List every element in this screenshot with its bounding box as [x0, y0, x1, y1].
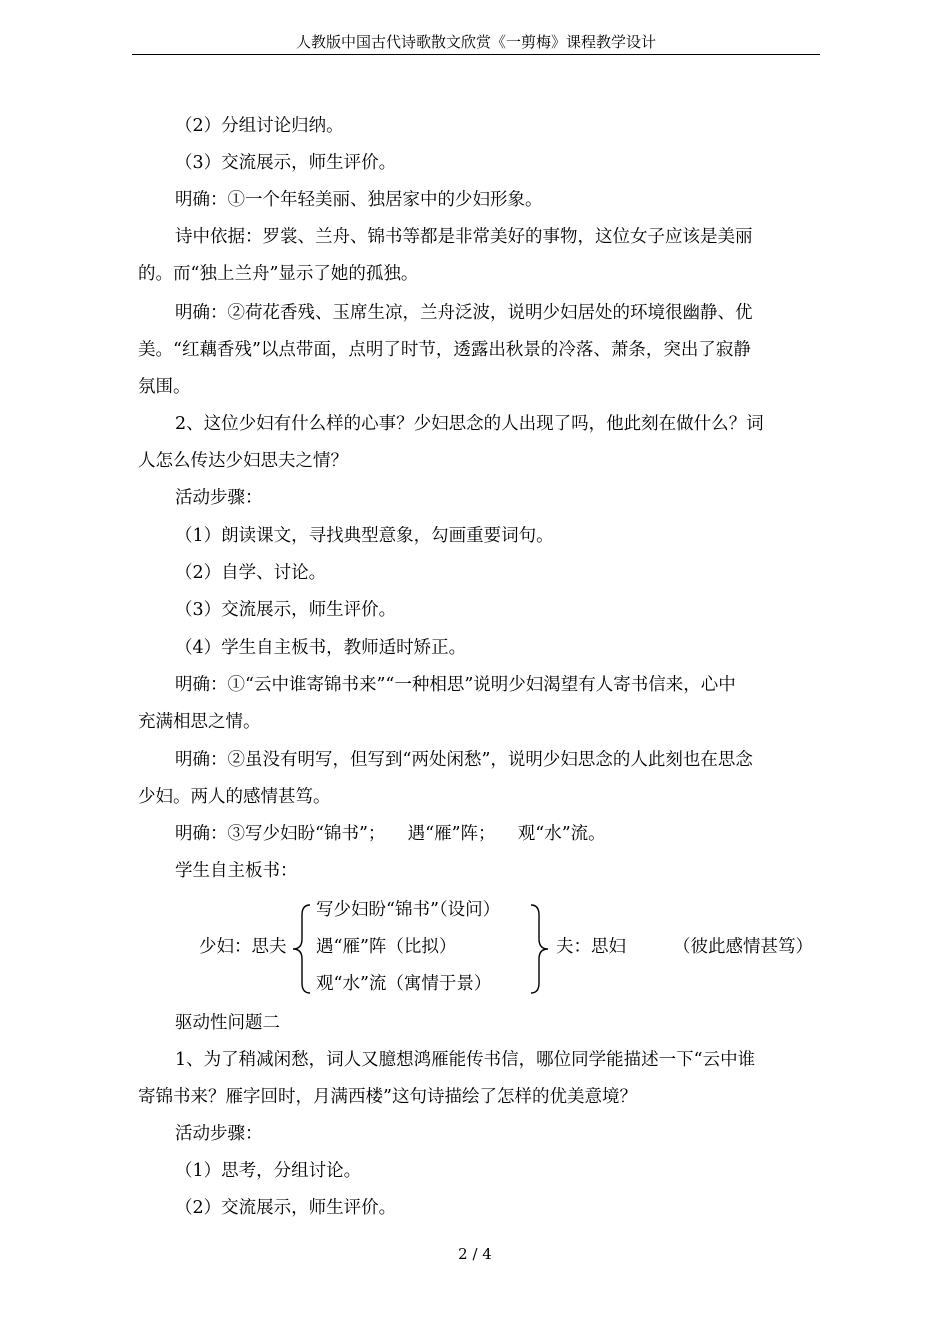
page-number: 2 / 4 [458, 1245, 492, 1263]
text-line: （2）交流展示，师生评价。 [175, 1198, 397, 1218]
text-line: 的。而“独上兰舟”显示了她的孤独。 [138, 264, 419, 284]
text-line: （3）交流展示，师生评价。 [175, 153, 397, 173]
text-line: （2）分组讨论归纳。 [175, 116, 344, 136]
right-brace [527, 903, 551, 995]
board-right-label: 夫：思妇 [556, 937, 626, 957]
text-line: 学生自主板书： [175, 861, 298, 881]
text-line: 少妇。两人的感情甚笃。 [138, 787, 331, 807]
board-note: （彼此感情甚笃） [673, 937, 813, 957]
text-line: 明确：①一个年轻美丽、独居家中的少妇形象。 [175, 190, 543, 210]
page-header-title: 人教版中国古代诗歌散文欣赏《一剪梅》课程教学设计 [295, 33, 656, 51]
left-brace [290, 903, 314, 995]
text-line: （4）学生自主板书，教师适时矫正。 [175, 638, 467, 658]
board-item: 写少妇盼“锦书”（设问） [316, 900, 501, 920]
text-line: 氛围。 [138, 377, 191, 397]
board-left-label: 少妇：思夫 [199, 937, 287, 957]
text-line: （3）交流展示，师生评价。 [175, 600, 397, 620]
text-line: 明确：①“云中谁寄锦书来”“一种相思”说明少妇渴望有人寄书信来，心中 [175, 675, 736, 695]
text-line: （1）思考，分组讨论。 [175, 1161, 362, 1181]
board-item: 遇“雁”阵（比拟） [316, 937, 457, 957]
text-line: 明确：③写少妇盼“锦书”； 遇“雁”阵； 观“水”流。 [175, 824, 606, 844]
text-line: 明确：②虽没有明写，但写到“两处闲愁”，说明少妇思念的人此刻也在思念 [175, 750, 753, 770]
text-line: 明确：②荷花香残、玉席生凉，兰舟泛波，说明少妇居处的环境很幽静、优 [175, 303, 753, 323]
text-line: 活动步骤： [175, 488, 263, 508]
text-line: 充满相思之情。 [138, 712, 261, 732]
text-line: 人怎么传达少妇思夫之情？ [138, 451, 348, 471]
text-line: 美。“红藕香残”以点带面，点明了时节，透露出秋景的冷落、萧条，突出了寂静 [138, 340, 751, 360]
text-line: 诗中依据：罗裳、兰舟、锦书等都是非常美好的事物，这位女子应该是美丽 [175, 227, 753, 247]
section-heading: 驱动性问题二 [175, 1013, 280, 1033]
text-line: 寄锦书来？雁字回时，月满西楼”这句诗描绘了怎样的优美意境？ [138, 1087, 637, 1107]
text-line: 活动步骤： [175, 1124, 263, 1144]
header-rule [132, 54, 820, 55]
text-line: （2）自学、讨论。 [175, 563, 327, 583]
text-line: （1）朗读课文，寻找典型意象，勾画重要词句。 [175, 526, 554, 546]
text-line: 1、为了稍减闲愁，词人又臆想鸿雁能传书信，哪位同学能描述一下“云中谁 [175, 1050, 756, 1070]
board-item: 观“水”流（寓情于景） [316, 974, 492, 994]
text-line: 2、这位少妇有什么样的心事？少妇思念的人出现了吗，他此刻在做什么？词 [175, 414, 764, 434]
